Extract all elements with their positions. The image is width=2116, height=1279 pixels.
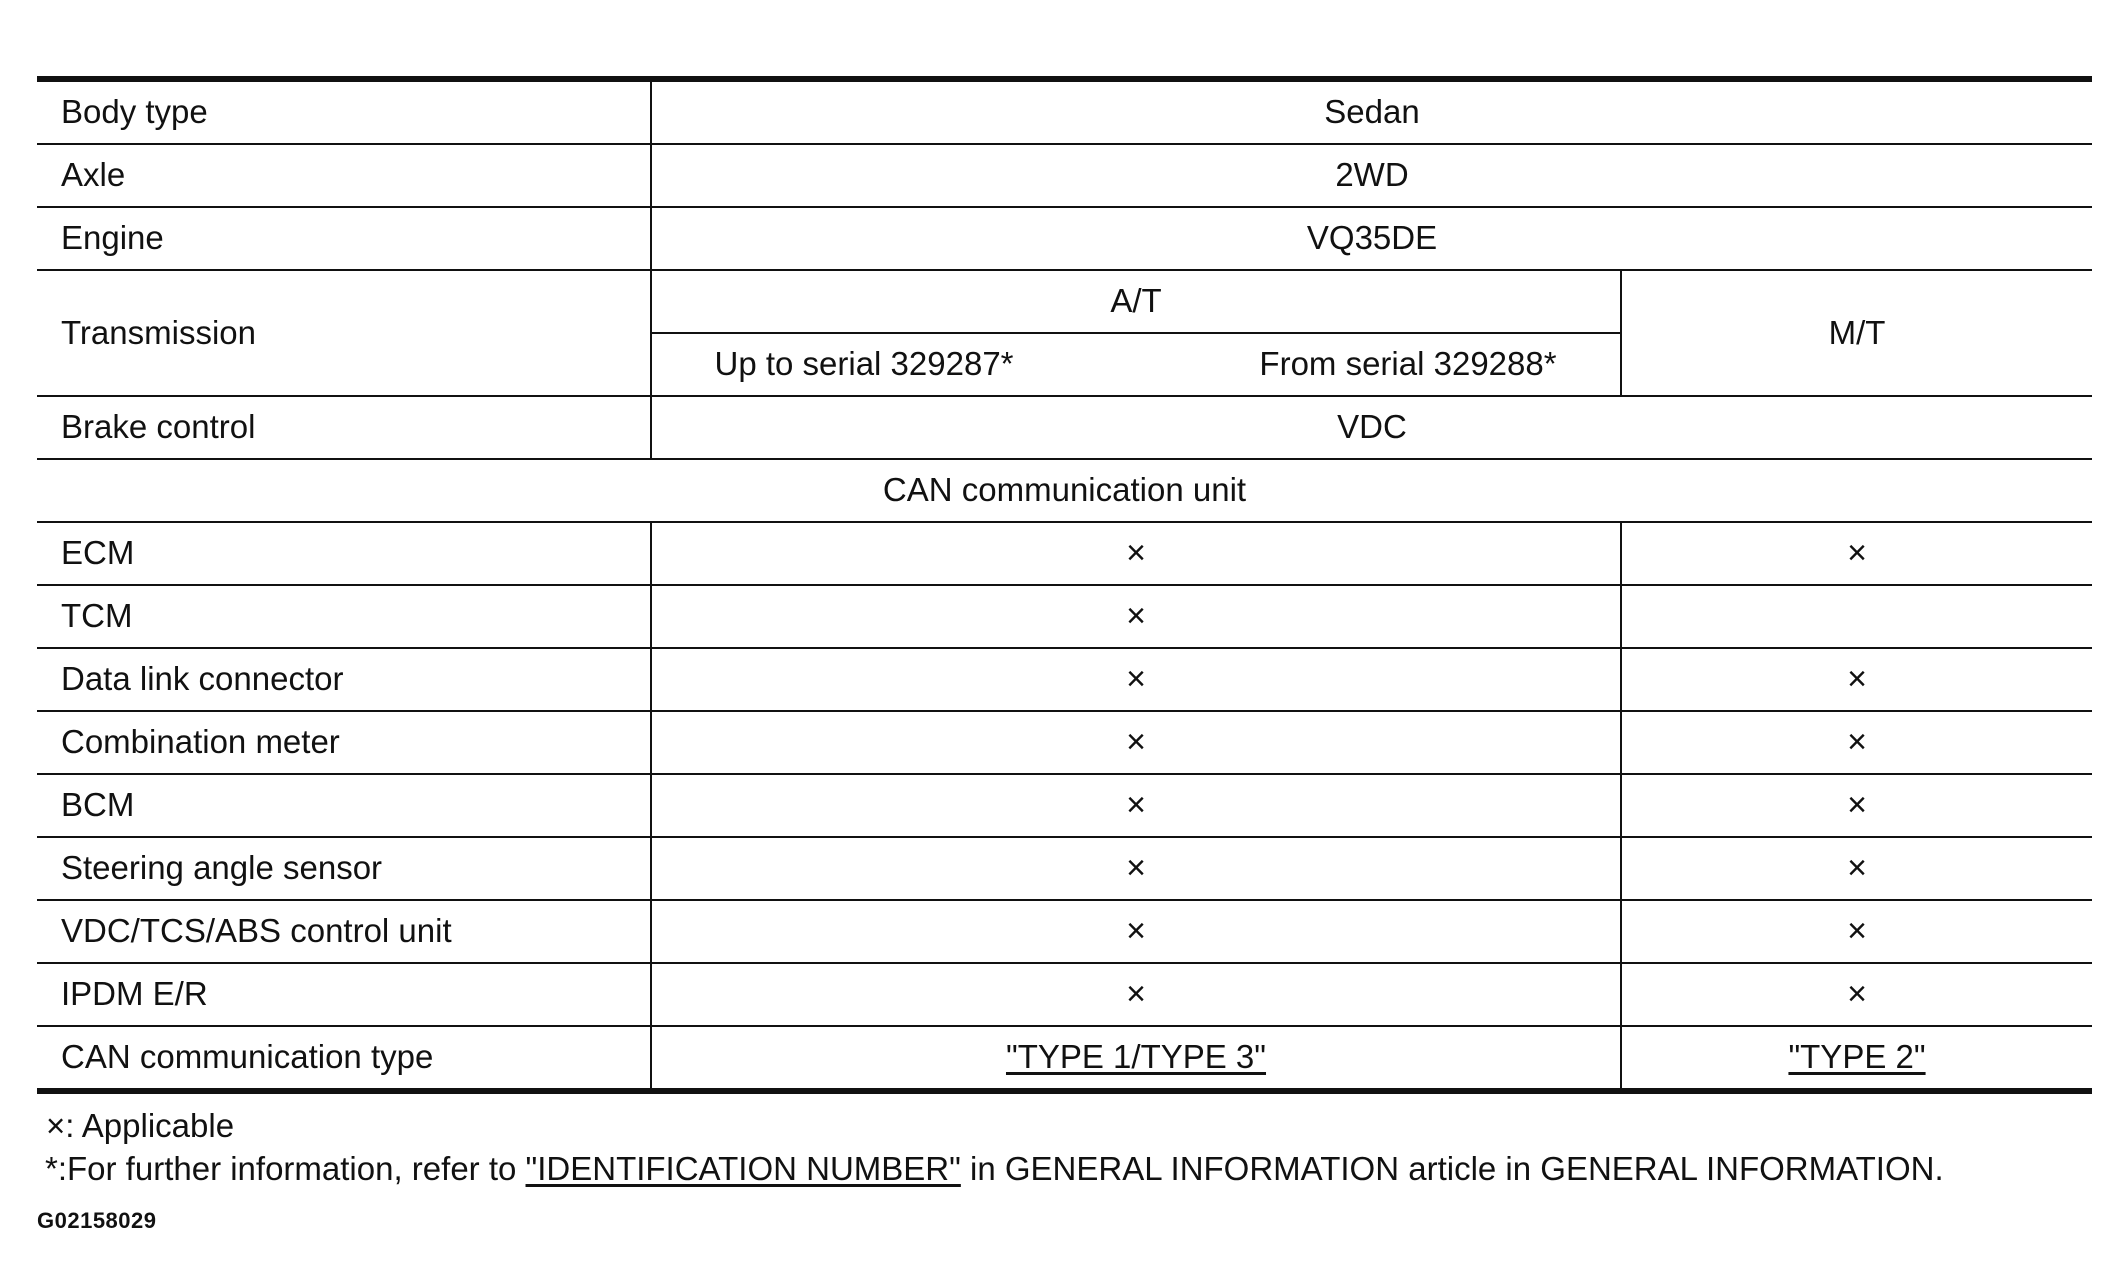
can-system-spec-table xyxy=(37,76,2092,1094)
body-type-value: Sedan xyxy=(651,79,2092,144)
brake-control-value: VDC xyxy=(651,396,2092,459)
unit-label: BCM xyxy=(37,774,651,837)
row-section-header xyxy=(37,459,2092,522)
unit-label: IPDM E/R xyxy=(37,963,651,1026)
comm-type-mt-cell xyxy=(1621,1026,2092,1091)
table-row xyxy=(37,900,2092,963)
unit-label: TCM xyxy=(37,585,651,648)
axle-label: Axle xyxy=(37,144,651,207)
row-can-communication-type xyxy=(37,1026,2092,1091)
unit-at-mark: × xyxy=(651,900,1621,963)
unit-label: VDC/TCS/ABS control unit xyxy=(37,900,651,963)
table-row xyxy=(37,774,2092,837)
row-transmission xyxy=(37,270,2092,333)
unit-mt-mark xyxy=(1621,585,2092,648)
unit-mt-mark: × xyxy=(1621,711,2092,774)
unit-label: Steering angle sensor xyxy=(37,837,651,900)
further-info-suffix: in GENERAL INFORMATION article in GENERAL INFORMATION. xyxy=(960,1150,1944,1187)
comm-type-at-link[interactable]: "TYPE 1/TYPE 3" xyxy=(1005,1038,1267,1076)
unit-mt-mark: × xyxy=(1621,774,2092,837)
unit-at-mark: × xyxy=(651,648,1621,711)
further-info-prefix: *:For further information, refer to xyxy=(45,1150,526,1187)
unit-mt-mark: × xyxy=(1621,837,2092,900)
table-row xyxy=(37,963,2092,1026)
axle-value: 2WD xyxy=(651,144,2092,207)
brake-control-label: Brake control xyxy=(37,396,651,459)
unit-label: Combination meter xyxy=(37,711,651,774)
table-row xyxy=(37,522,2092,585)
identification-number-link[interactable]: "IDENTIFICATION NUMBER" xyxy=(525,1150,961,1187)
row-axle xyxy=(37,144,2092,207)
unit-at-mark: × xyxy=(651,522,1621,585)
can-system-spec-document xyxy=(37,76,2092,1234)
table-row xyxy=(37,585,2092,648)
row-brake-control xyxy=(37,396,2092,459)
comm-type-at-cell xyxy=(651,1026,1621,1091)
unit-at-mark: × xyxy=(651,837,1621,900)
unit-mt-mark: × xyxy=(1621,963,2092,1026)
unit-at-mark: × xyxy=(651,774,1621,837)
at-serial-from: From serial 329288* xyxy=(1259,345,1557,383)
at-serial-up-to-cell xyxy=(651,333,1136,396)
further-info-note xyxy=(37,1147,2092,1190)
at-serial-from-cell xyxy=(1136,333,1621,396)
table-row xyxy=(37,711,2092,774)
transmission-label: Transmission xyxy=(37,270,651,396)
unit-mt-mark: × xyxy=(1621,900,2092,963)
footnotes xyxy=(37,1104,2092,1190)
section-header: CAN communication unit xyxy=(37,459,2092,522)
engine-label: Engine xyxy=(37,207,651,270)
transmission-mt-header: M/T xyxy=(1621,270,2092,396)
comm-type-label: CAN communication type xyxy=(37,1026,651,1091)
unit-mt-mark: × xyxy=(1621,648,2092,711)
transmission-at-header: A/T xyxy=(651,270,1621,333)
table-row xyxy=(37,837,2092,900)
table-row xyxy=(37,648,2092,711)
at-serial-up-to: Up to serial 329287* xyxy=(714,345,1014,383)
body-type-label: Body type xyxy=(37,79,651,144)
row-body-type xyxy=(37,79,2092,144)
applicable-note: ×: Applicable xyxy=(46,1107,235,1144)
engine-value: VQ35DE xyxy=(651,207,2092,270)
unit-label: Data link connector xyxy=(37,648,651,711)
unit-mt-mark: × xyxy=(1621,522,2092,585)
row-engine xyxy=(37,207,2092,270)
unit-at-mark: × xyxy=(651,585,1621,648)
unit-label: ECM xyxy=(37,522,651,585)
unit-at-mark: × xyxy=(651,711,1621,774)
unit-at-mark: × xyxy=(651,963,1621,1026)
figure-code: G02158029 xyxy=(37,1208,157,1233)
comm-type-mt-link[interactable]: "TYPE 2" xyxy=(1788,1038,1926,1076)
